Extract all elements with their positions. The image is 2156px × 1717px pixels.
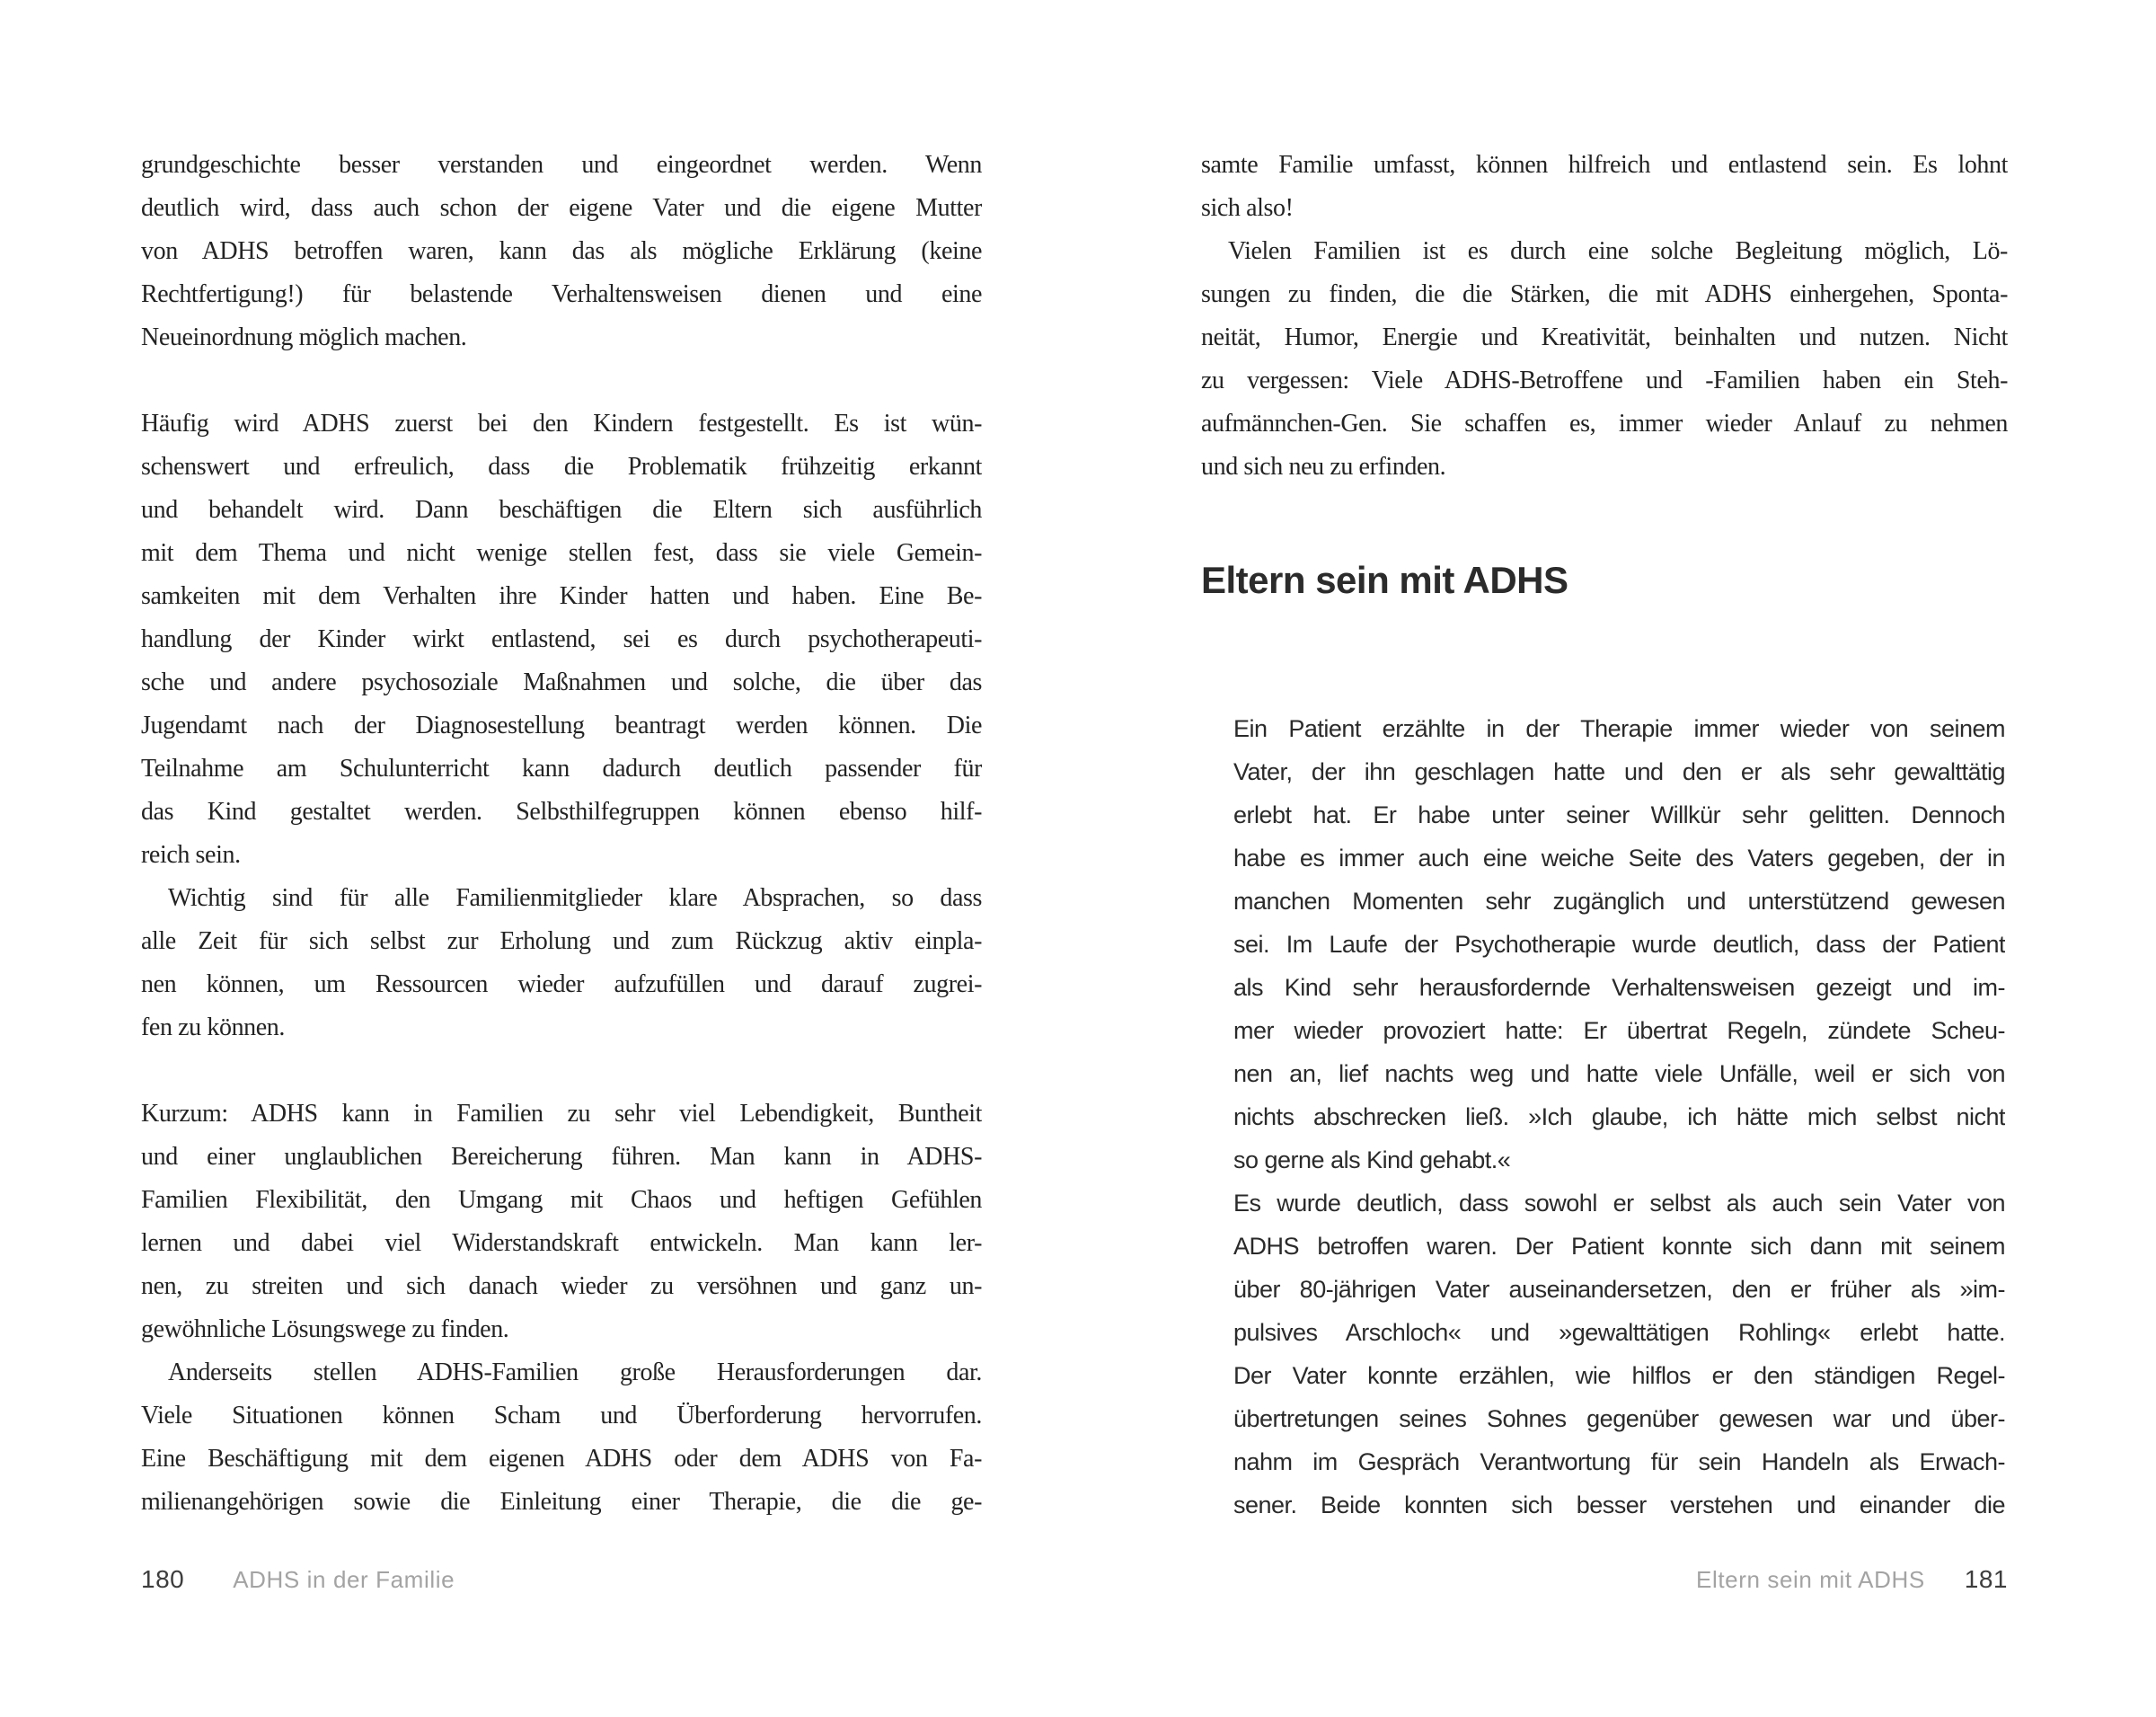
text-line: nen können, um Ressourcen wieder aufzufüllen und darauf zugrei- — [141, 970, 982, 998]
text-line: milienangehörigen sowie die Einleitung einer Therapie, die die ge- — [141, 1488, 982, 1516]
text-line: deutlich wird, dass auch schon der eigene Vater und die eigene Mutter — [141, 194, 982, 222]
left-page-number: 180 — [141, 1565, 185, 1593]
text-line — [141, 1049, 982, 1093]
text-line: Es wurde deutlich, dass sowohl er selbst als auch sein Vater von — [1233, 1190, 2005, 1217]
text-line — [141, 359, 982, 403]
case-vignette-text — [1233, 707, 2005, 1527]
text-line: nichts abschrecken ließ. »Ich glaube, ich hätte mich selbst nicht — [1233, 1103, 2005, 1130]
text-line: aufmännchen-Gen. Sie schaffen es, immer wieder Anlauf zu nehmen — [1201, 410, 2008, 438]
text-line: sich also! — [1201, 194, 1294, 222]
text-line: sener. Beide konnten sich besser verstehen und einander die — [1233, 1491, 2005, 1518]
text-line: sche und andere psychosoziale Maßnahmen und solche, die über das — [141, 668, 982, 696]
section-heading: Eltern sein mit ADHS — [1201, 559, 1568, 601]
text-line: samte Familie umfasst, können hilfreich und entlastend sein. Es lohnt — [1201, 151, 2008, 179]
text-line: nen an, lief nachts weg und hatte viele Unfälle, weil er sich von — [1233, 1060, 2005, 1087]
text-line: Eine Beschäftigung mit dem eigenen ADHS oder dem ADHS von Fa- — [141, 1445, 982, 1473]
right-page-footer — [1201, 1565, 2008, 1598]
text-line: Wichtig sind für alle Familienmitglieder klare Absprachen, so dass — [168, 884, 982, 912]
left-page-body-text — [141, 144, 982, 1524]
text-line: mit dem Thema und nicht wenige stellen fest, dass sie viele Gemein- — [141, 539, 982, 567]
text-line: erlebt hat. Er habe unter seiner Willkür sehr gelitten. Dennoch — [1233, 801, 2005, 828]
text-line: Ein Patient erzählte in der Therapie immer wieder von seinem — [1233, 715, 2005, 742]
text-line: mer wieder provoziert hatte: Er übertrat Regeln, zündete Scheu- — [1233, 1017, 2005, 1044]
text-line: und einer unglaublichen Bereicherung führen. Man kann in ADHS- — [141, 1143, 982, 1171]
text-line: von ADHS betroffen waren, kann das als mögliche Erklärung (keine — [141, 237, 982, 265]
text-line: handlung der Kinder wirkt entlastend, sei es durch psychotherapeuti- — [141, 625, 982, 653]
text-line: übertretungen seines Sohnes gegenüber gewesen war und über- — [1233, 1405, 2005, 1432]
text-line: Teilnahme am Schulunterricht kann dadurch deutlich passender für — [141, 755, 982, 783]
text-line: fen zu können. — [141, 1013, 286, 1041]
text-line: und behandelt wird. Dann beschäftigen die Eltern sich ausführlich — [141, 496, 982, 524]
text-line: grundgeschichte besser verstanden und eingeordnet werden. Wenn — [141, 151, 982, 179]
text-line: Rechtfertigung!) für belastende Verhaltensweisen dienen und eine — [141, 280, 982, 308]
text-line: Kurzum: ADHS kann in Familien zu sehr viel Lebendigkeit, Buntheit — [141, 1100, 982, 1128]
text-line: so gerne als Kind gehabt.« — [1233, 1146, 1511, 1173]
text-line: Vielen Familien ist es durch eine solche Begleitung möglich, Lö- — [1228, 237, 2008, 265]
text-line: ADHS betroffen waren. Der Patient konnte sich dann mit seinem — [1233, 1233, 2005, 1260]
text-line: als Kind sehr herausfordernde Verhaltensweisen gezeigt und im- — [1233, 974, 2005, 1001]
right-running-title: Eltern sein mit ADHS — [1696, 1566, 1925, 1593]
text-line: Anderseits stellen ADHS-Familien große Herausforderungen dar. — [168, 1359, 982, 1386]
text-line: Häufig wird ADHS zuerst bei den Kindern festgestellt. Es ist wün- — [141, 410, 982, 438]
text-line: pulsives Arschloch« und »gewalttätigen Rohling« erlebt hatte. — [1233, 1319, 2005, 1346]
text-line: Vater, der ihn geschlagen hatte und den er als sehr gewalttätig — [1233, 758, 2005, 785]
text-line: Viele Situationen können Scham und Überforderung hervorrufen. — [141, 1402, 982, 1429]
text-line: habe es immer auch eine weiche Seite des Vaters gegeben, der in — [1233, 845, 2005, 872]
text-line: neität, Humor, Energie und Kreativität, beinhalten und nutzen. Nicht — [1201, 323, 2008, 351]
text-line: über 80-jährigen Vater auseinandersetzen, den er früher als »im- — [1233, 1276, 2005, 1303]
text-line: Neueinordnung möglich machen. — [141, 323, 467, 351]
text-line: nahm im Gespräch Verantwortung für sein Handeln als Erwach- — [1233, 1448, 2005, 1475]
text-line: nen, zu streiten und sich danach wieder zu versöhnen und ganz un- — [141, 1272, 982, 1300]
right-page-intro-text — [1201, 144, 2008, 489]
text-line: reich sein. — [141, 841, 241, 869]
text-line: schenswert und erfreulich, dass die Problematik frühzeitig erkannt — [141, 453, 982, 481]
left-running-title: ADHS in der Familie — [233, 1566, 455, 1593]
text-line: Jugendamt nach der Diagnosestellung beantragt werden können. Die — [141, 712, 982, 739]
text-line: sungen zu finden, die die Stärken, die mit ADHS einhergehen, Sponta- — [1201, 280, 2008, 308]
text-line: zu vergessen: Viele ADHS-Betroffene und -Familien haben ein Steh- — [1201, 367, 2008, 394]
text-line: samkeiten mit dem Verhalten ihre Kinder hatten und haben. Eine Be- — [141, 582, 982, 610]
text-line: gewöhnliche Lösungswege zu finden. — [141, 1315, 509, 1343]
text-line: Familien Flexibilität, den Umgang mit Chaos und heftigen Gefühlen — [141, 1186, 982, 1214]
text-line: sei. Im Laufe der Psychotherapie wurde deutlich, dass der Patient — [1233, 931, 2005, 958]
text-line: Der Vater konnte erzählen, wie hilflos er den ständigen Regel- — [1233, 1362, 2005, 1389]
left-page-footer — [141, 1565, 455, 1598]
text-line: alle Zeit für sich selbst zur Erholung und zum Rückzug aktiv einpla- — [141, 927, 982, 955]
text-line: und sich neu zu erfinden. — [1201, 453, 1446, 481]
text-line: manchen Momenten sehr zugänglich und unterstützend gewesen — [1233, 888, 2005, 915]
right-page-number: 181 — [1964, 1565, 2008, 1593]
text-line: das Kind gestaltet werden. Selbsthilfegruppen können ebenso hilf- — [141, 798, 982, 826]
text-line: lernen und dabei viel Widerstandskraft entwickeln. Man kann ler- — [141, 1229, 982, 1257]
